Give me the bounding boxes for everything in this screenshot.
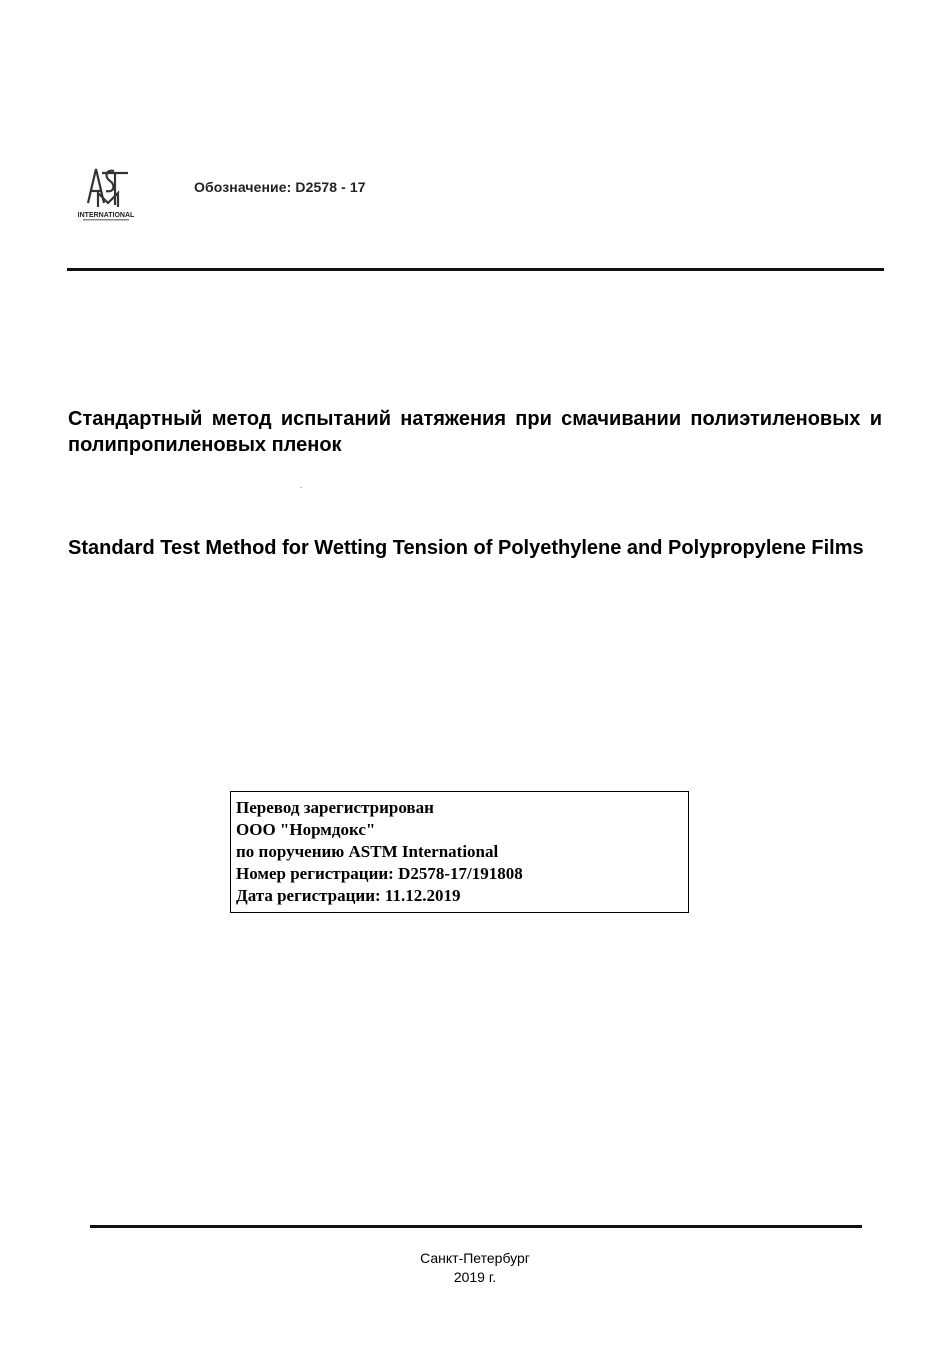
astm-logo xyxy=(78,163,134,223)
registration-line: Перевод зарегистрирован xyxy=(236,798,434,817)
document-designation: Обозначение: D2578 - 17 xyxy=(194,179,366,195)
registration-date: Дата регистрации: 11.12.2019 xyxy=(236,886,461,905)
logo-subtext: INTERNATIONAL xyxy=(78,212,134,219)
registration-number: Номер регистрации: D2578-17/191808 xyxy=(236,864,523,883)
registration-box xyxy=(230,791,689,913)
top-divider xyxy=(67,268,884,271)
footer-city: Санкт-Петербург xyxy=(420,1250,530,1266)
scan-speck xyxy=(300,487,302,488)
title-english: Standard Test Method for Wetting Tension of Polyethylene and Polypropylene Films xyxy=(68,537,864,559)
footer xyxy=(0,1249,950,1287)
registration-company: ООО "Нормдокс" xyxy=(236,820,376,839)
astm-logo-icon xyxy=(78,163,134,223)
bottom-divider xyxy=(90,1225,862,1228)
title-russian: Стандартный метод испытаний натяжения при смачивании полиэтиленовых и полипропиленовых пленок xyxy=(68,408,882,456)
footer-year: 2019 г. xyxy=(453,1269,497,1285)
registration-line: по поручению ASTM International xyxy=(236,842,499,861)
